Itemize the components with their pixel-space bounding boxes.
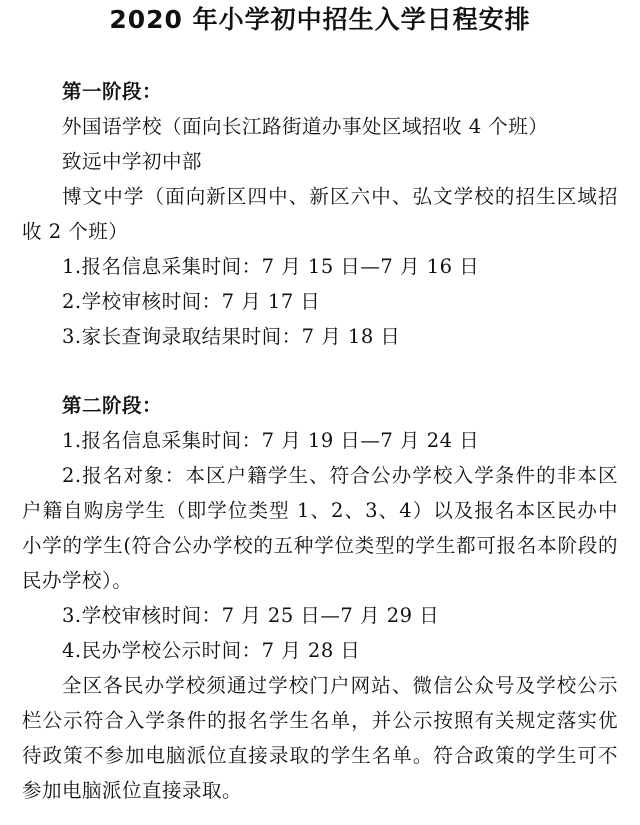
stage-2-step-2: 2.报名对象：本区户籍学生、符合公办学校入学条件的非本区户籍自购房学生（即学位类型 1、2、3、4）以及报名本区民办中小学的学生(符合公办学校的五种学位类型的学生都可报名本阶段的民办学校）。: [22, 464, 618, 592]
section-spacer: [22, 354, 618, 388]
school-bowen: 博文中学（面向新区四中、新区六中、弘文学校的招生区域招收 2 个班）: [22, 185, 618, 243]
school-foreign-language: 外国语学校（面向长江路街道办事处区域招收 4 个班）: [62, 115, 549, 138]
stage-2-section: [22, 388, 618, 808]
stage-1-step-1: 1.报名信息采集时间：7 月 15 日—7 月 16 日: [62, 255, 480, 278]
stage-2-step-1: 1.报名信息采集时间：7 月 19 日—7 月 24 日: [62, 429, 480, 452]
stage-2-step-4: 4.民办学校公示时间：7 月 28 日: [62, 639, 361, 662]
stage-2-step-3: 3.学校审核时间：7 月 25 日—7 月 29 日: [62, 604, 440, 627]
stage-1-step-2: 2.学校审核时间：7 月 17 日: [62, 290, 321, 313]
stage-1-section: [22, 74, 618, 354]
page-title: 2020 年小学初中招生入学日程安排: [109, 5, 531, 34]
stage-2-heading: 第二阶段：: [62, 394, 163, 417]
stage-2-note: 全区各民办学校须通过学校门户网站、微信公众号及学校公示栏公示符合入学条件的报名学生名单，并公示按照有关规定落实优待政策不参加电脑派位直接录取的学生名单。符合政策的学生可不参加电脑派位直接录取。: [22, 674, 618, 802]
document-body: [22, 74, 618, 808]
school-zhiyuan: 致远中学初中部: [62, 150, 203, 173]
stage-1-step-3: 3.家长查询录取结果时间：7 月 18 日: [62, 325, 401, 348]
stage-1-heading: 第一阶段：: [62, 80, 163, 103]
